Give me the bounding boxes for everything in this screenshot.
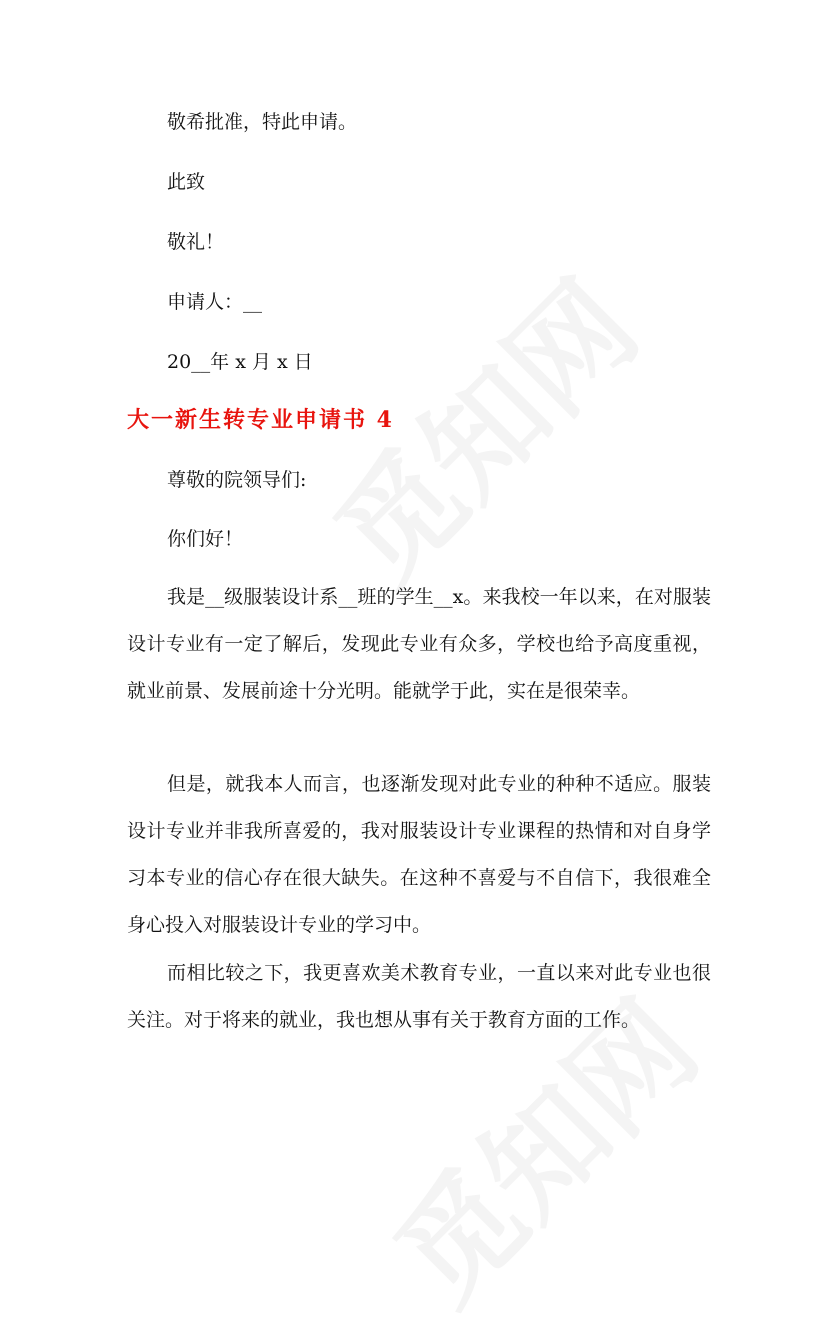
paragraph-2: 但是，就我本人而言，也逐渐发现对此专业的种种不适应。服装设计专业并非我所喜爱的，我对服装设计专业课程的热情和对自身学习本专业的信心存在很大缺失。在这种不喜爱与不自信下，我很难全身心投入对服装设计专业的学习中。 bbox=[127, 773, 711, 936]
paragraph-3: 而相比较之下，我更喜欢美术教育专业，一直以来对此专业也很关注。对于将来的就业，我也想从事有关于教育方面的工作。 bbox=[127, 962, 711, 1031]
letter-greeting: 尊敬的院领导们: bbox=[167, 469, 307, 491]
letter-hello: 你们好！ bbox=[167, 528, 244, 550]
request-line: 敬希批准，特此申请。 bbox=[167, 111, 358, 133]
paragraph-1: 我是__级服装设计系__班的学生__x。来我校一年以来，在对服装设计专业有一定了解后，发现此专业有众多，学校也给予高度重视，就业前景、发展前途十分光明。能就学于此，实在是很荣幸。 bbox=[127, 586, 711, 702]
date-line: 20__年 x 月 x 日 bbox=[167, 351, 313, 373]
applicant-line: 申请人：__ bbox=[167, 291, 263, 313]
section-title: 大一新生转专业申请书 4 bbox=[127, 407, 394, 433]
salutation-ci-zhi: 此致 bbox=[167, 171, 206, 193]
salutation-jing-li: 敬礼！ bbox=[167, 231, 225, 253]
